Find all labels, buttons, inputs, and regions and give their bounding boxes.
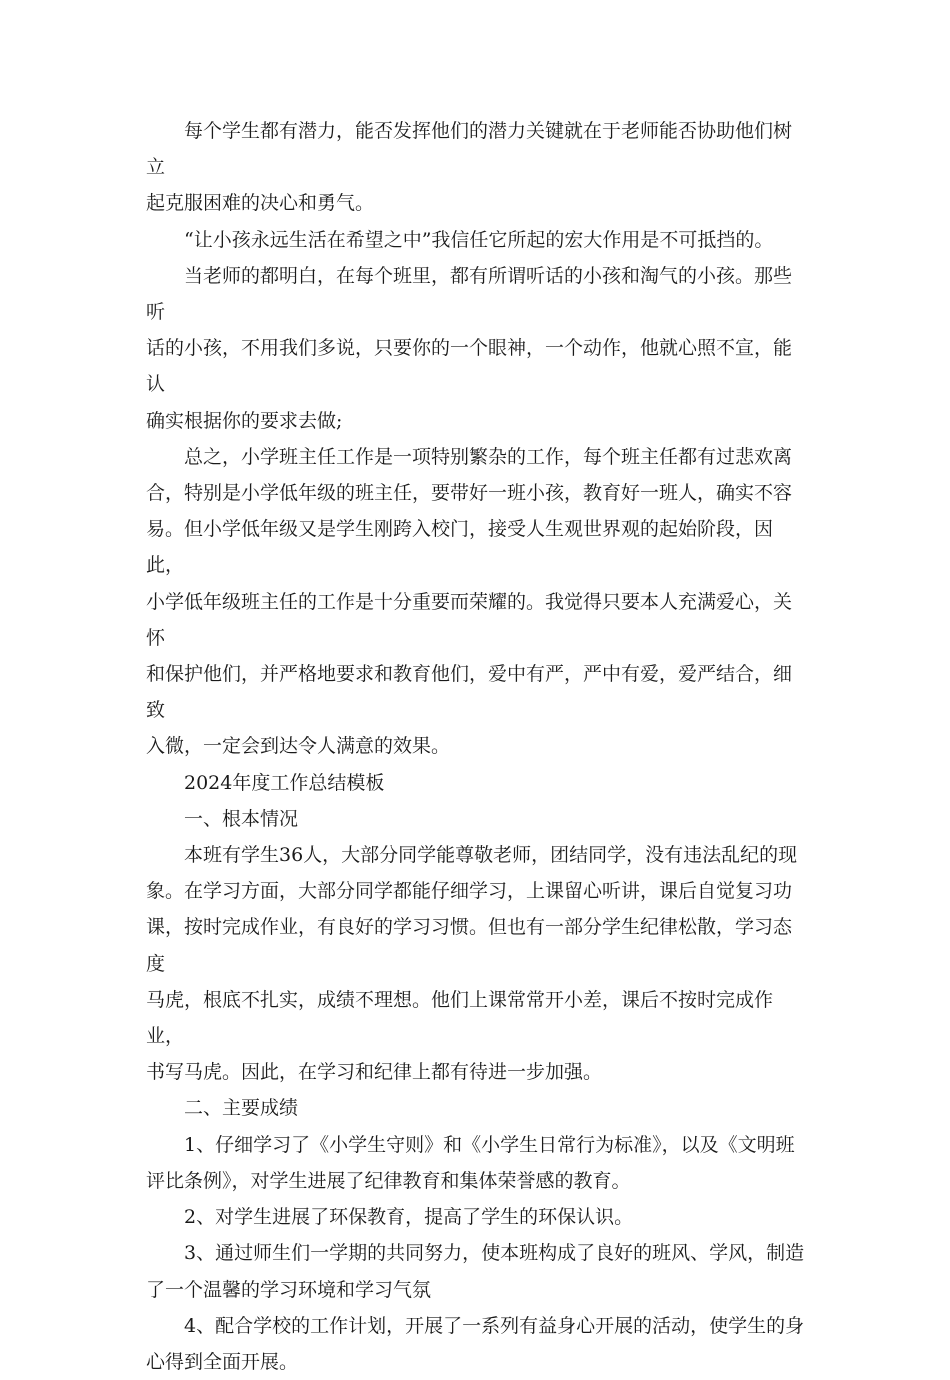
paragraph: 总之，小学班主任工作是一项特别繁杂的工作，每个班主任都有过悲欢离 合，特别是小学低年级的班主任，要带好一班小孩，教育好一班人，确实不容 易。但小学低年级又是学生刚跨入校门，接受人生观世界观的起始阶段，因此， 小学低年级班主任的工作是十分重要而荣耀的。我觉得只要本人充满爱心，关怀 和保护他们，并严格地要求和教育他们，爱中有严，严中有爱，爱严结合，细致 入微，一定会到达令人满意的效果。 xyxy=(146,445,793,758)
paragraph: 当老师的都明白，在每个班里，都有所谓听话的小孩和淘气的小孩。那些听 话的小孩，不用我们多说，只要你的一个眼神，一个动作，他就心照不宣，能认 确实根据你的要求去做; xyxy=(146,264,793,432)
list-item: 4、配合学校的工作计划，开展了一系列有益身心开展的活动，使学生的身 心得到全面开展。 xyxy=(146,1314,805,1373)
section-heading: 一、根本情况 xyxy=(184,807,299,830)
paragraph: 本班有学生36人，大部分同学能尊敬老师，团结同学，没有违法乱纪的现 象。在学习方面，大部分同学都能仔细学习，上课留心听讲，课后自觉复习功 课，按时完成作业，有良好的学习习惯。但也有一部分学生纪律松散，学习态度 马虎，根底不扎实，成绩不理想。他们上课常常开小差，课后不按时完成作业， 书写马虎。因此，在学习和纪律上都有待进一步加强。 xyxy=(146,844,798,1084)
paragraph: 每个学生都有潜力，能否发挥他们的潜力关键就在于老师能否协助他们树立 起克服困难的决心和勇气。 xyxy=(146,120,793,215)
list-item: 3、通过师生们一学期的共同努力，使本班构成了良好的班风、学风，制造 了一个温馨的学习环境和学习气氛 xyxy=(146,1242,805,1301)
paragraph: “让小孩永远生活在希望之中”我信任它所起的宏大作用是不可抵挡的。 xyxy=(184,228,774,251)
section-heading: 二、主要成绩 xyxy=(184,1097,299,1120)
list-item: 2、对学生进展了环保教育，提高了学生的环保认识。 xyxy=(184,1206,634,1229)
section-heading: 2024年度工作总结模板 xyxy=(184,771,385,794)
list-item: 1、仔细学习了《小学生守则》和《小学生日常行为标准》，以及《文明班 评比条例》，对学生进展了纪律教育和集体荣誉感的教育。 xyxy=(146,1133,795,1192)
document-body xyxy=(146,113,806,1380)
